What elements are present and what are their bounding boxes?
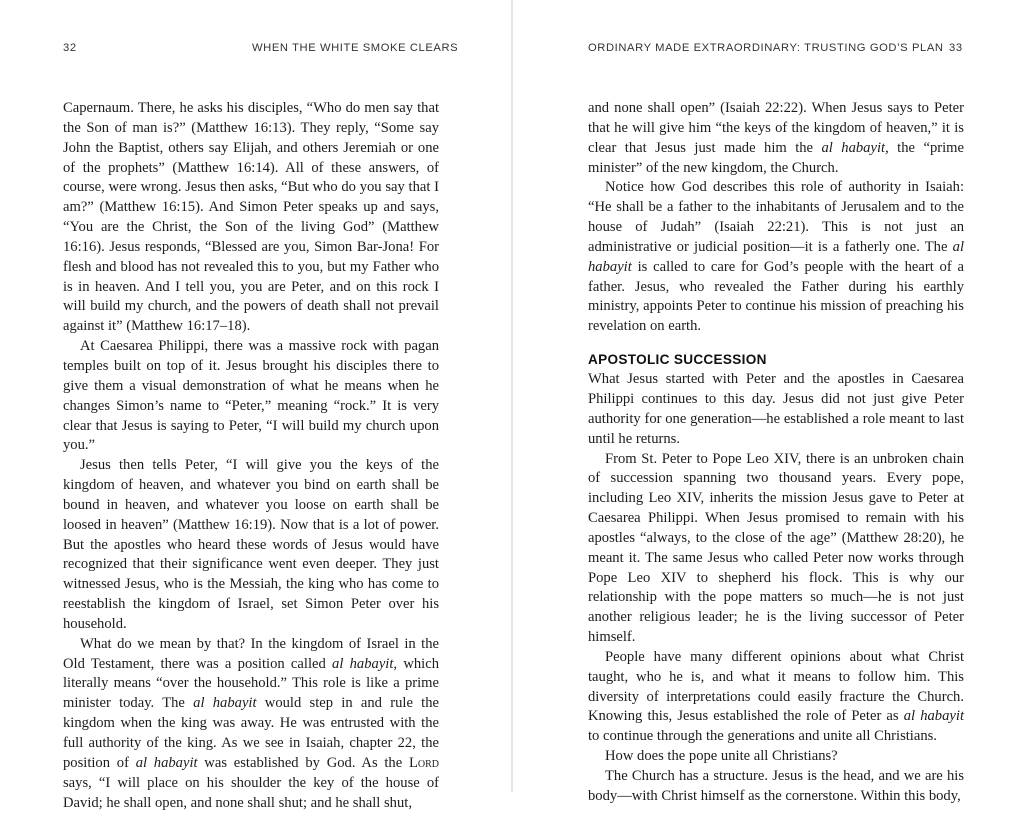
- italic-term: al habayit: [332, 655, 394, 672]
- running-head-left: WHEN THE WHITE SMOKE CLEARS: [252, 42, 459, 54]
- italic-term: al habayit: [821, 139, 886, 156]
- text-run: What Jesus started with Peter and the apostles in Caesarea Philippi continues to this day. Jesus did not just give Peter authority for one generation—he established a role meant to last until he returns.: [588, 371, 964, 447]
- text-run: and none shall open” (Isaiah 22:22). When Jesus says to Peter that he will give him “the keys of the kingdom of heaven,” it is clear that Jesus just made him the: [588, 100, 964, 156]
- left-page-body: [63, 99, 439, 813]
- body-paragraph: [588, 178, 964, 337]
- body-paragraph: [588, 370, 964, 449]
- text-run: Notice how God describes this role of authority in Isaiah: “He shall be a father to the inhabitants of Jerusalem and to the house of Judah” (Isaiah 22:21). This is not just an administrative or judicial position—it is a fatherly one. The: [588, 179, 964, 255]
- italic-term: al habayit: [903, 708, 964, 725]
- text-run: to continue through the generations and unite all Christians.: [588, 728, 937, 745]
- text-run: was established by God. As the: [197, 754, 409, 771]
- text-run: , which literally means “over the household.” This role is like a prime minister today. The: [63, 655, 439, 712]
- right-page: [513, 0, 1024, 804]
- body-paragraph: [588, 99, 964, 178]
- text-run: The Church has a structure. Jesus is the head, and we are his body—with Christ himself as the cornerstone. Within this body,: [588, 768, 964, 804]
- text-run: says, “I will place on his shoulder the key of the house of David; he shall open, and none shall shut; and he shall shut,: [63, 774, 439, 811]
- text-run: would step in and rule the kingdom when the king was away. He was entrusted with the full authority of the king. As we see in Isaiah, chapter 22, the position of: [63, 695, 440, 771]
- body-paragraph: [63, 635, 439, 813]
- italic-term: al habayit: [193, 695, 257, 712]
- italic-term: al habayit: [588, 238, 964, 275]
- body-paragraph: [588, 747, 964, 767]
- text-run: Jesus then tells Peter, “I will give you the keys of the kingdom of heaven, and whatever you bind on earth shall be bound in heaven, and whatever you loose on earth shall be loosed in heaven” (Matthew 16:19). Now that is a lot of power. But the apostles who heard these words of Jesus would have recognized that their significance went even deeper. They just witnessed Jesus, who is the Messiah, the king who has come to reestablish the kingdom of Israel, set Simon Peter over his household.: [63, 457, 439, 632]
- body-paragraph: [588, 767, 964, 807]
- text-run: How does the pope unite all Christians?: [605, 748, 838, 765]
- body-paragraph: [63, 99, 439, 337]
- left-page: [0, 0, 511, 811]
- text-run: , the “prime minister” of the new kingdom, the Church.: [588, 139, 964, 176]
- italic-term: al habayit: [135, 754, 198, 771]
- text-run: People have many different opinions about what Christ taught, who he is, and what it means to follow him. This diversity of interpretations could easily fracture the Church. Knowing this, Jesus established the role of Peter as: [588, 648, 964, 725]
- right-page-body: [588, 99, 964, 807]
- body-paragraph: [63, 337, 439, 456]
- page-number-right: 33: [949, 42, 963, 54]
- text-run: What do we mean by that? In the kingdom of Israel in the Old Testament, there was a position called: [63, 635, 439, 672]
- body-paragraph: [588, 648, 964, 747]
- text-run: is called to care for God’s people with the heart of a father. Jesus, who revealed the Father during his earthly ministry, appoints Peter to continue his mission of preaching his revelation on earth.: [588, 258, 964, 335]
- text-run: At Caesarea Philippi, there was a massive rock with pagan temples built on top of it. Jesus brought his disciples there to give them a visual demonstration of what he means when he changes Simon’s name to “Peter,” meaning “rock.” It is very clear that Jesus is saying to Peter, “I will build my church upon you.”: [63, 338, 439, 454]
- page-number-left: 32: [63, 42, 77, 54]
- body-paragraph: [63, 456, 439, 635]
- body-paragraph: [588, 450, 964, 648]
- text-run: From St. Peter to Pope Leo XIV, there is an unbroken chain of succession spanning two thousand years. Every pope, including Leo XIV, inherits the mission Jesus gave to Peter at Caesarea Philippi. When Jesus promised to remain with his apostles “always, to the close of the age” (Matthew 28:20), he meant it. The same Jesus who called Peter now works through Pope Leo XIV to shepherd his flock. This is why our relationship with the pope matters so much—he is not just another religious leader; he is the living successor of Peter himself.: [588, 450, 964, 646]
- small-caps-text: Lord: [408, 754, 439, 771]
- text-run: Capernaum. There, he asks his disciples, “Who do men say that the Son of man is?” (Matthew 16:13). They reply, “Some say John the Baptist, others say Elijah, and others Jeremiah or one of the prophets” (Matthew 16:14). All of these answers, of course, were wrong. Jesus then asks, “But who do you say that I am?” (Matthew 16:15). And Simon Peter speaks up and says, “You are the Christ, the Son of the living God” (Matthew 16:16). Jesus responds, “Blessed are you, Simon Bar-Jona! For flesh and blood has not revealed this to you, but my Father who is in heaven. And I tell you, you are Peter, and on this rock I will build my church, and the powers of death shall not prevail against it” (Matthew 16:17–18).: [63, 100, 439, 335]
- section-heading: APOSTOLIC SUCCESSION: [588, 352, 767, 368]
- running-head-right: ORDINARY MADE EXTRAORDINARY: TRUSTING GOD’S PLAN: [588, 42, 944, 54]
